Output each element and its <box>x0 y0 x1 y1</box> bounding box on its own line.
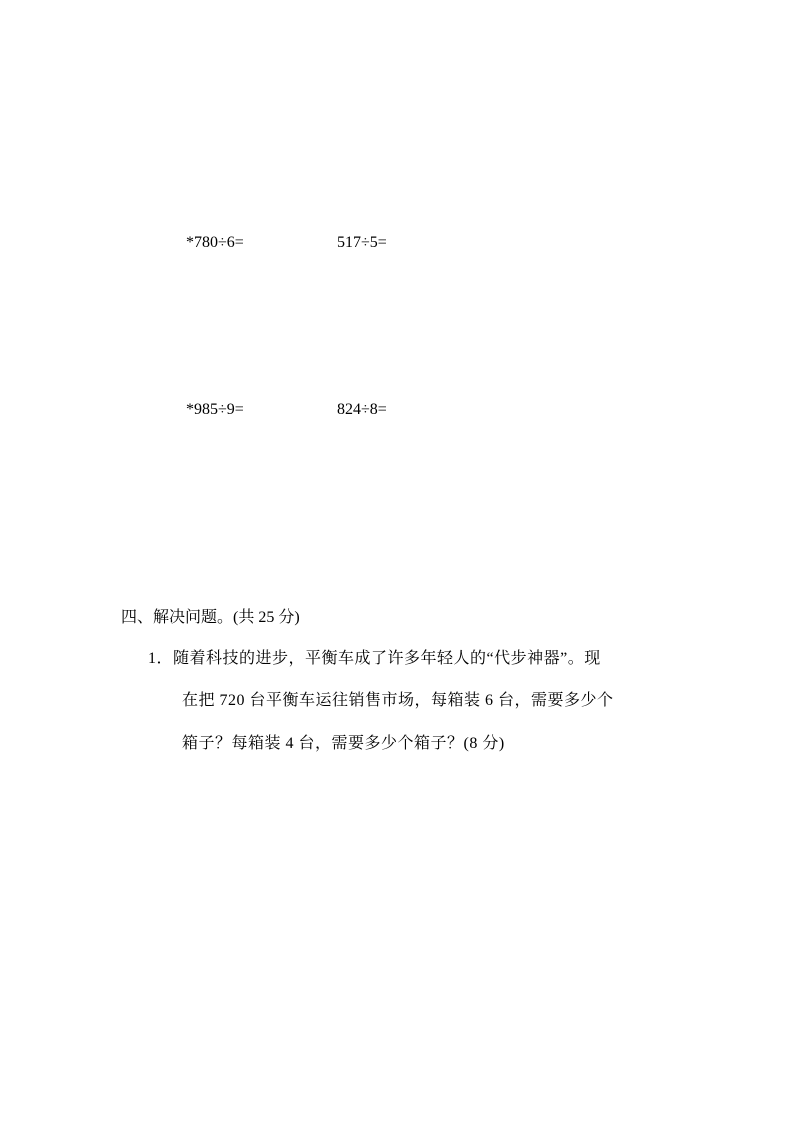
calc-517-div-5: 517÷5= <box>337 234 387 251</box>
problem-1-line-2: 在把 720 台平衡车运往销售市场，每箱装 6 台，需要多少个 <box>182 692 614 709</box>
calc-824-div-8: 824÷8= <box>337 401 387 418</box>
problem-1-line-3: 箱子？每箱装 4 台，需要多少个箱子？(8 分) <box>182 735 505 752</box>
section-title-problem-solving: 四、解决问题。(共 25 分) <box>121 609 300 626</box>
problem-1-line-1: 1．随着科技的进步，平衡车成了许多年轻人的“代步神器”。现 <box>148 650 601 667</box>
calc-780-div-6: *780÷6= <box>186 234 244 251</box>
calc-985-div-9: *985÷9= <box>186 401 244 418</box>
